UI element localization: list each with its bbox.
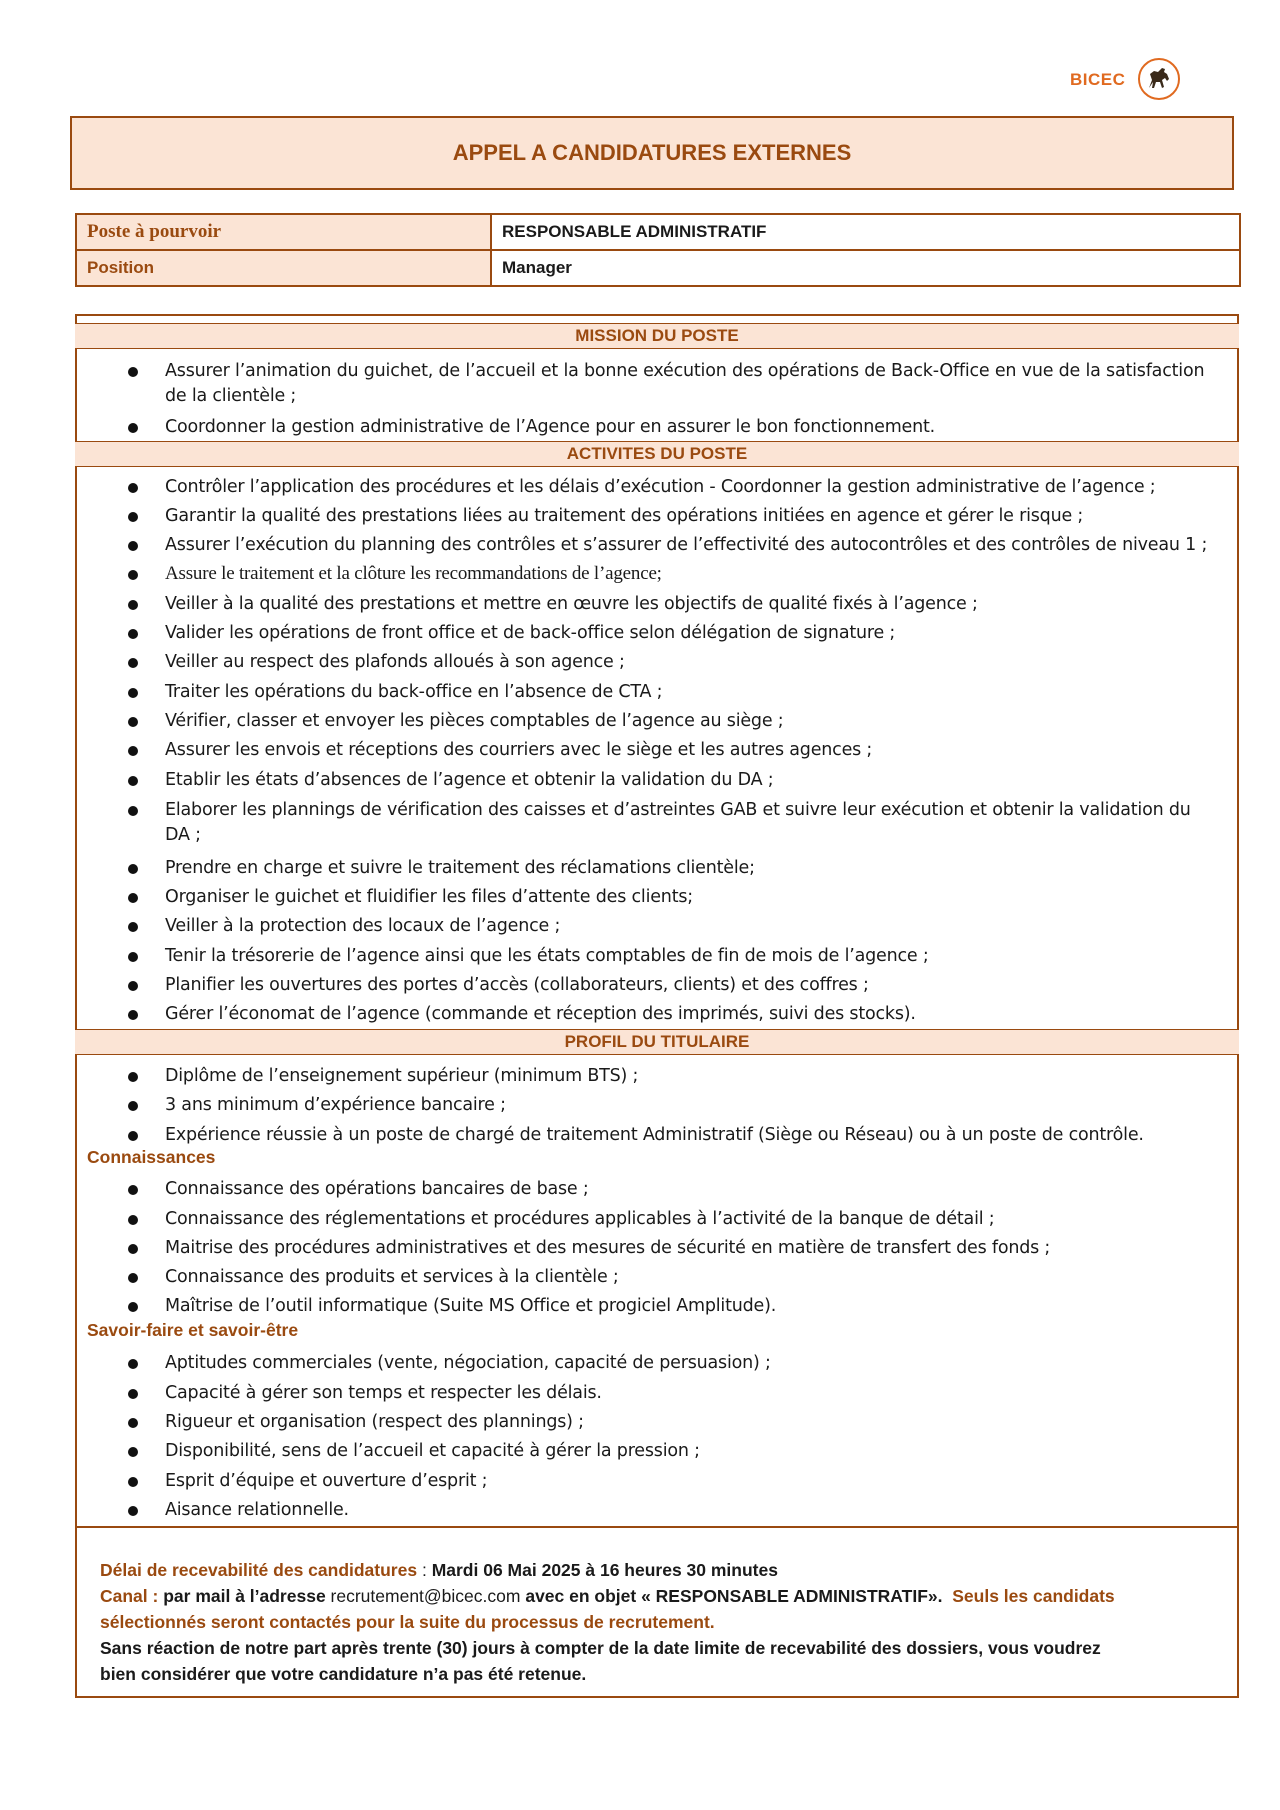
list-item: Assurer l’exécution du planning des contrôles et s’assurer de l’effectivité des autocontrôles et des contrôles de niveau 1 ; — [165, 535, 1208, 555]
post-label: Poste à pourvoir — [76, 214, 491, 250]
list-item: Aisance relationnelle. — [165, 1500, 349, 1520]
bullet-icon — [128, 1506, 138, 1516]
list-item: Garantir la qualité des prestations liées au traitement des opérations initiées en agence et gérer le risque ; — [165, 506, 1084, 526]
table-row — [76, 214, 1240, 250]
list-item: Veiller à la qualité des prestations et mettre en œuvre les objectifs de qualité fixés à l’agence ; — [165, 594, 978, 614]
list-item: Valider les opérations de front office et de back-office selon délégation de signature ; — [165, 623, 896, 643]
canal-label: Canal : — [100, 1586, 159, 1606]
bullet-icon — [128, 893, 138, 903]
list-item: Capacité à gérer son temps et respecter les délais. — [165, 1383, 602, 1403]
bullet-icon — [128, 1389, 138, 1399]
list-item: Etablir les états d’absences de l’agence et obtenir la validation du DA ; — [165, 770, 774, 790]
bullet-icon — [128, 423, 138, 433]
bullet-icon — [128, 1072, 138, 1082]
table-row — [76, 250, 1240, 286]
list-item: Disponibilité, sens de l’accueil et capacité à gérer la pression ; — [165, 1441, 700, 1461]
list-item: Traiter les opérations du back-office en l’absence de CTA ; — [165, 682, 663, 702]
list-item: Aptitudes commerciales (vente, négociation, capacité de persuasion) ; — [165, 1353, 771, 1373]
list-item: Coordonner la gestion administrative de l’Agence pour en assurer le bon fonctionnement. — [165, 417, 936, 437]
bullet-icon — [128, 1131, 138, 1141]
list-item: Esprit d’équipe et ouverture d’esprit ; — [165, 1471, 488, 1491]
list-item: Expérience réussie à un poste de chargé de traitement Administratif (Siège ou Réseau) ou à un poste de contrôle. — [165, 1125, 1144, 1145]
list-item: de la clientèle ; — [165, 386, 297, 406]
bullet-icon — [128, 1215, 138, 1225]
position-value: Manager — [491, 250, 1240, 286]
bullet-icon — [128, 600, 138, 610]
bullet-icon — [128, 864, 138, 874]
notice-line-2: bien considérer que votre candidature n’a pas été retenue. — [100, 1664, 587, 1684]
list-item: Rigueur et organisation (respect des plannings) ; — [165, 1412, 584, 1432]
bicec-logo — [1070, 56, 1188, 106]
selected-note: sélectionnés seront contactés pour la suite du processus de recrutement. — [100, 1612, 715, 1632]
bullet-icon — [128, 1010, 138, 1020]
bullet-icon — [128, 688, 138, 698]
list-item: Diplôme de l’enseignement supérieur (minimum BTS) ; — [165, 1066, 639, 1086]
mission-heading: MISSION DU POSTE — [75, 323, 1239, 349]
list-item: Contrôler l’application des procédures et les délais d’exécution - Coordonner la gestion administrative de l’agence ; — [165, 477, 1156, 497]
bullet-icon — [128, 629, 138, 639]
bullet-icon — [128, 776, 138, 786]
deadline-value: Mardi 06 Mai 2025 à 16 heures 30 minutes — [431, 1560, 778, 1580]
skills-heading: Savoir-faire et savoir-être — [87, 1320, 299, 1340]
title-box — [70, 116, 1234, 190]
list-item: Gérer l’économat de l’agence (commande et réception des imprimés, suivi des stocks). — [165, 1004, 916, 1024]
bullet-icon — [128, 922, 138, 932]
list-item: Maitrise des procédures administratives et des mesures de sécurité en matière de transfert des fonds ; — [165, 1238, 1051, 1258]
bullet-icon — [128, 717, 138, 727]
bullet-icon — [128, 541, 138, 551]
page-title: APPEL A CANDIDATURES EXTERNES — [452, 140, 852, 165]
list-item: Vérifier, classer et envoyer les pièces comptables de l’agence au siège ; — [165, 711, 784, 731]
list-item: Elaborer les plannings de vérification des caisses et d’astreintes GAB et suivre leur exécution et obtenir la validation du — [165, 800, 1191, 820]
deadline-separator: : — [417, 1560, 432, 1580]
canal-subject: avec en objet « RESPONSABLE ADMINISTRATIF». — [520, 1586, 943, 1606]
deadline-line — [100, 1557, 1220, 1583]
post-value: RESPONSABLE ADMINISTRATIF — [491, 214, 1240, 250]
deadline-label: Délai de recevabilité des candidatures — [100, 1560, 418, 1580]
bullet-icon — [128, 1447, 138, 1457]
list-item: Assure le traitement et la clôture les recommandations de l’agence; — [165, 563, 662, 584]
activities-heading: ACTIVITES DU POSTE — [75, 441, 1239, 467]
list-item: Connaissance des opérations bancaires de base ; — [165, 1179, 589, 1199]
bullet-icon — [128, 570, 138, 580]
bullet-icon — [128, 658, 138, 668]
bullet-icon — [128, 1185, 138, 1195]
bullet-icon — [128, 1418, 138, 1428]
list-item: 3 ans minimum d’expérience bancaire ; — [165, 1095, 506, 1115]
bullet-icon — [128, 806, 138, 816]
selected-note-start: Seuls les candidats — [952, 1586, 1115, 1606]
knowledge-heading: Connaissances — [87, 1147, 216, 1167]
list-item: Tenir la trésorerie de l’agence ainsi que les états comptables de fin de mois de l’agence ; — [165, 946, 929, 966]
list-item: Connaissance des réglementations et procédures applicables à l’activité de la banque de détail ; — [165, 1209, 995, 1229]
position-label: Position — [76, 250, 491, 286]
canal-text: par mail à l’adresse — [158, 1586, 331, 1606]
bullet-icon — [128, 746, 138, 756]
canal-line — [100, 1583, 1220, 1609]
profile-heading: PROFIL DU TITULAIRE — [75, 1029, 1239, 1055]
divider — [75, 1526, 1239, 1528]
list-item: Assurer les envois et réceptions des courriers avec le siège et les autres agences ; — [165, 740, 873, 760]
notice-line-1: Sans réaction de notre part après trente (30) jours à compter de la date limite de recevabilité des dossiers, vous voudrez — [100, 1638, 1101, 1658]
list-item: DA ; — [165, 825, 201, 845]
logo-text: BICEC — [1070, 70, 1126, 89]
list-item: Veiller à la protection des locaux de l’agence ; — [165, 916, 561, 936]
bullet-icon — [128, 1359, 138, 1369]
bullet-icon — [128, 1302, 138, 1312]
bullet-icon — [128, 367, 138, 377]
bullet-icon — [128, 512, 138, 522]
email-link[interactable]: recrutement@bicec.com — [330, 1586, 521, 1606]
bullet-icon — [128, 1101, 138, 1111]
list-item: Veiller au respect des plafonds alloués à son agence ; — [165, 652, 625, 672]
bullet-icon — [128, 1477, 138, 1487]
list-item: Connaissance des produits et services à la clientèle ; — [165, 1267, 619, 1287]
list-item: Prendre en charge et suivre le traitement des réclamations clientèle; — [165, 858, 755, 878]
bullet-icon — [128, 1273, 138, 1283]
bullet-icon — [128, 981, 138, 991]
bullet-icon — [128, 483, 138, 493]
horse-icon — [1138, 58, 1180, 100]
bullet-icon — [128, 1244, 138, 1254]
list-item: Assurer l’animation du guichet, de l’accueil et la bonne exécution des opérations de Back-Office en vue de la satisfaction — [165, 361, 1205, 381]
list-item: Maîtrise de l’outil informatique (Suite MS Office et progiciel Amplitude). — [165, 1296, 777, 1316]
list-item: Planifier les ouvertures des portes d’accès (collaborateurs, clients) et des coffres ; — [165, 975, 869, 995]
bullet-icon — [128, 952, 138, 962]
list-item: Organiser le guichet et fluidifier les files d’attente des clients; — [165, 887, 693, 907]
post-table — [75, 213, 1241, 287]
